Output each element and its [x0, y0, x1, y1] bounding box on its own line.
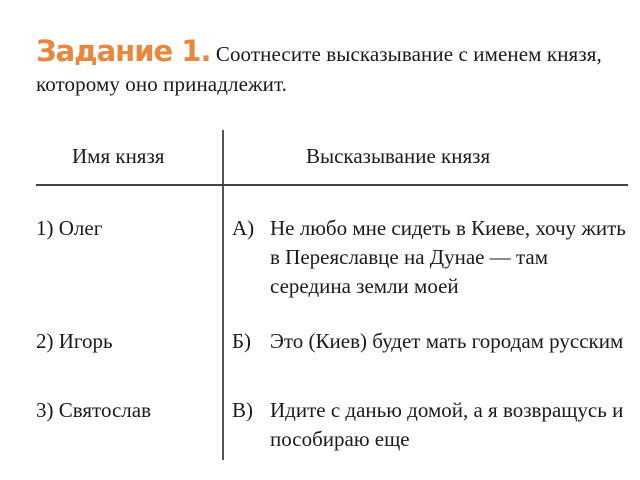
- quote-b-letter: Б): [232, 329, 252, 353]
- quote-c-text: Идите с данью домой, а я возвращусь и пособираю еще: [270, 398, 624, 451]
- princes-table: [36, 130, 628, 460]
- quote-a-text: Не любо мне сидеть в Киеве, хочу жить в Переяславце на Дунае — там середина земли моей: [270, 216, 626, 298]
- prince-name-2: 2) Игорь: [36, 329, 113, 353]
- task-title: Задание 1.: [36, 34, 211, 68]
- header-rule: [36, 184, 628, 186]
- quote-a-letter: А): [232, 216, 255, 240]
- header-prince-quote: Высказывание князя: [306, 144, 491, 168]
- quote-b: [232, 327, 628, 356]
- quote-a: [232, 214, 628, 301]
- quote-c-letter: В): [232, 398, 253, 422]
- header-prince-name: Имя князя: [72, 144, 165, 168]
- quote-b-text: Это (Киев) будет мать городам русским: [270, 329, 624, 353]
- quote-c: [232, 396, 628, 454]
- task-statement: [36, 36, 626, 99]
- column-divider: [222, 130, 224, 460]
- task-text: Соотнесите высказывание с именем князя, которому оно принадлежит.: [36, 42, 602, 96]
- prince-name-1: 1) Олег: [36, 216, 103, 240]
- prince-name-3: 3) Святослав: [36, 398, 152, 422]
